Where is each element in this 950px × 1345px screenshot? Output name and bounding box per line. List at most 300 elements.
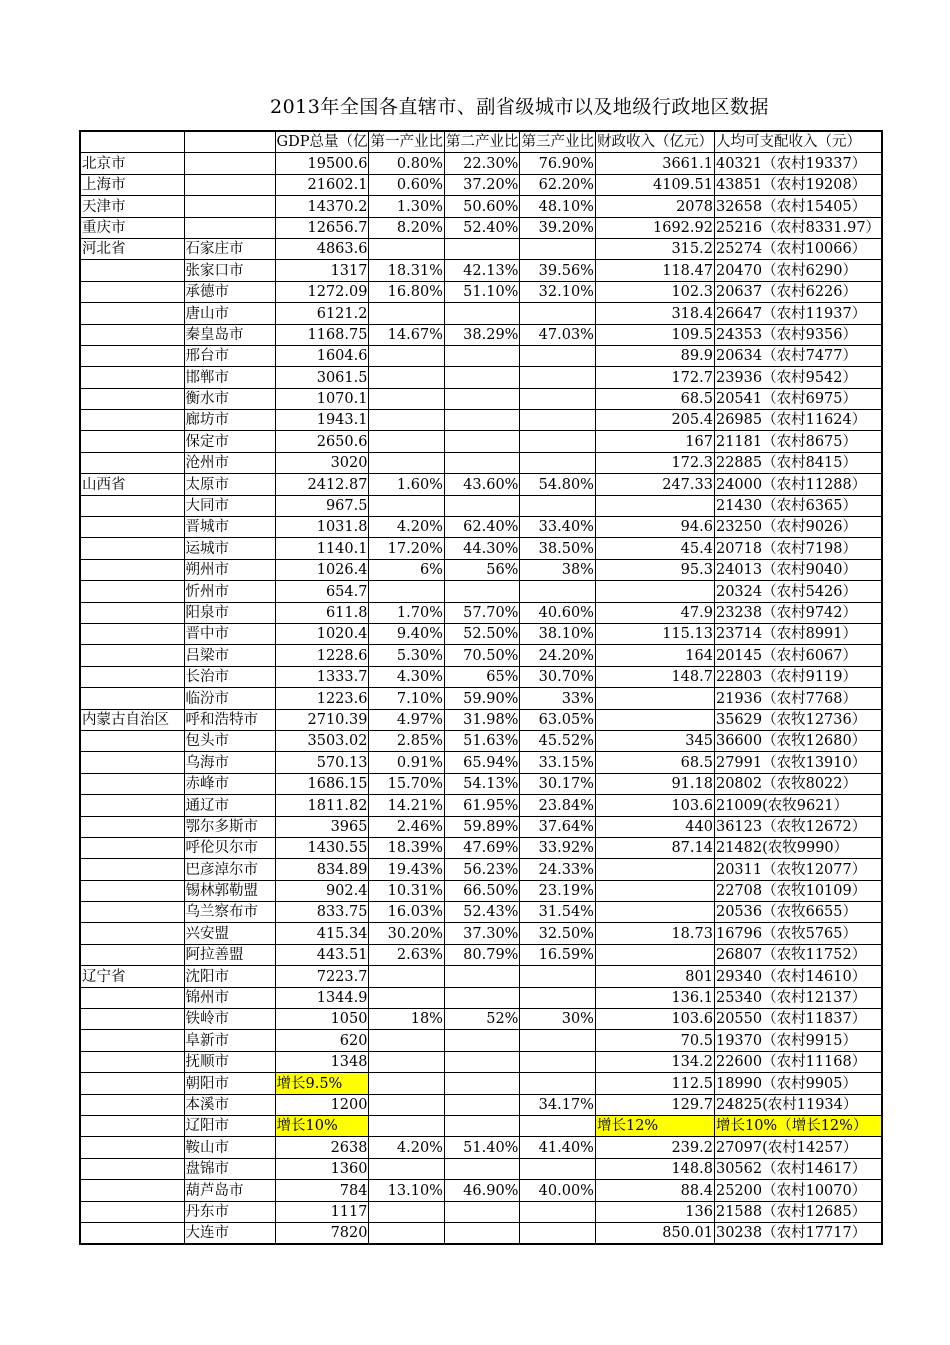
cell-income — [714, 966, 882, 987]
cell-value: 22803（农村9119） — [715, 669, 857, 686]
cell-revenue — [595, 581, 714, 602]
cell-province — [80, 238, 184, 259]
cell-value: 呼伦贝尔市 — [185, 840, 258, 857]
cell-city — [184, 923, 275, 944]
cell-value: 阜新市 — [185, 1032, 229, 1049]
cell-city — [184, 217, 275, 238]
cell-value: 20470（农村6290） — [715, 262, 857, 279]
cell-primary — [369, 880, 445, 901]
cell-gdp — [275, 944, 369, 965]
cell-value: 包头市 — [185, 733, 229, 750]
cell-value: 0.60% — [396, 177, 443, 194]
cell-value: 315.2 — [671, 241, 713, 258]
cell-value: 19500.6 — [307, 155, 368, 172]
cell-income — [714, 923, 882, 944]
cell-city — [184, 944, 275, 965]
cell-secondary — [444, 1180, 520, 1201]
cell-value: 18990（农村9905） — [715, 1075, 857, 1092]
cell-value: 620 — [339, 1032, 368, 1049]
table-row — [80, 1137, 882, 1158]
cell-province — [80, 1180, 184, 1201]
cell-value: 7.10% — [396, 690, 443, 707]
header-cell-secondary — [444, 131, 520, 153]
header-label: 第二产业比 — [445, 134, 519, 151]
table-row — [80, 153, 882, 174]
cell-value: 赤峰市 — [185, 776, 229, 793]
cell-income — [714, 837, 882, 858]
cell-income — [714, 666, 882, 687]
cell-province — [80, 452, 184, 473]
cell-income — [714, 495, 882, 516]
cell-tertiary — [520, 859, 596, 880]
cell-value: 16796（农牧5765） — [715, 925, 857, 942]
cell-province — [80, 902, 184, 923]
cell-tertiary — [520, 324, 596, 345]
cell-province — [80, 1009, 184, 1030]
cell-value: 95.3 — [680, 562, 713, 579]
cell-value: 54.80% — [538, 476, 594, 493]
cell-value: 内蒙古自治区 — [82, 711, 169, 728]
cell-city — [184, 1201, 275, 1222]
cell-city — [184, 345, 275, 366]
cell-city — [184, 559, 275, 580]
cell-city — [184, 902, 275, 923]
cell-value: 18.31% — [387, 262, 443, 279]
cell-gdp — [275, 966, 369, 987]
cell-revenue — [595, 730, 714, 751]
cell-province — [80, 773, 184, 794]
cell-tertiary — [520, 816, 596, 837]
cell-city — [184, 1073, 275, 1094]
cell-value: 24825(农村11934） — [715, 1096, 858, 1113]
header-cell-gdp — [275, 131, 369, 153]
cell-primary — [369, 538, 445, 559]
cell-secondary — [444, 367, 520, 388]
cell-value: 48.10% — [538, 198, 594, 215]
cell-primary — [369, 1137, 445, 1158]
cell-gdp — [275, 923, 369, 944]
table-row — [80, 987, 882, 1008]
cell-value: 15.70% — [387, 776, 443, 793]
cell-province — [80, 581, 184, 602]
cell-city — [184, 1051, 275, 1072]
cell-value: 47.69% — [463, 840, 519, 857]
cell-province — [80, 538, 184, 559]
cell-value: 850.01 — [662, 1225, 713, 1242]
cell-value: 2638 — [330, 1139, 368, 1156]
cell-gdp — [275, 1030, 369, 1051]
cell-income — [714, 752, 882, 773]
cell-tertiary — [520, 345, 596, 366]
cell-primary — [369, 666, 445, 687]
cell-value: 本溪市 — [185, 1096, 229, 1113]
table-row — [80, 388, 882, 409]
cell-secondary — [444, 217, 520, 238]
cell-value: 9.40% — [396, 626, 443, 643]
cell-value: 21936（农村7768） — [715, 690, 857, 707]
cell-revenue — [595, 388, 714, 409]
table-row — [80, 859, 882, 880]
cell-revenue — [595, 795, 714, 816]
cell-secondary — [444, 345, 520, 366]
cell-value: 22708（农牧10109） — [715, 883, 867, 900]
cell-revenue — [595, 1137, 714, 1158]
cell-value: 38.50% — [538, 540, 594, 557]
cell-income — [714, 538, 882, 559]
cell-tertiary — [520, 303, 596, 324]
cell-value: 2.85% — [396, 733, 443, 750]
cell-tertiary — [520, 923, 596, 944]
sheet-title: 2013年全国各直辖市、副省级城市以及地级行政地区数据 — [270, 96, 769, 118]
cell-gdp — [275, 452, 369, 473]
cell-secondary — [444, 923, 520, 944]
cell-gdp — [275, 410, 369, 431]
cell-value: 27097(农村14257） — [715, 1139, 858, 1156]
cell-city — [184, 752, 275, 773]
cell-value: 88.4 — [680, 1182, 713, 1199]
cell-value: 3020 — [330, 455, 368, 472]
cell-income — [714, 281, 882, 302]
cell-province — [80, 752, 184, 773]
cell-gdp — [275, 174, 369, 195]
cell-income — [714, 859, 882, 880]
table-row — [80, 1051, 882, 1072]
cell-value: 辽宁省 — [82, 968, 126, 985]
cell-revenue — [595, 474, 714, 495]
header-label: 第三产业比 — [521, 134, 594, 151]
cell-value: 29340（农村14610） — [715, 968, 867, 985]
cell-secondary — [444, 238, 520, 259]
cell-value: 134.2 — [671, 1054, 713, 1071]
cell-revenue — [595, 1158, 714, 1179]
cell-primary — [369, 1094, 445, 1115]
cell-income — [714, 880, 882, 901]
cell-value: 59.89% — [463, 818, 519, 835]
cell-tertiary — [520, 238, 596, 259]
cell-value: 24013（农村9040） — [715, 562, 857, 579]
cell-primary — [369, 196, 445, 217]
cell-income — [714, 196, 882, 217]
cell-province — [80, 623, 184, 644]
cell-primary — [369, 410, 445, 431]
cell-tertiary — [520, 623, 596, 644]
cell-tertiary — [520, 987, 596, 1008]
cell-gdp — [275, 1158, 369, 1179]
cell-value: 967.5 — [325, 498, 368, 515]
cell-value: 32658（农村15405） — [715, 198, 867, 215]
cell-tertiary — [520, 666, 596, 687]
cell-value: 31.54% — [538, 904, 594, 921]
cell-primary — [369, 1009, 445, 1030]
cell-value: 35629（农牧12736） — [715, 711, 867, 728]
table-row — [80, 303, 882, 324]
cell-value: 1430.55 — [307, 840, 368, 857]
cell-value: 20145（农村6067） — [715, 647, 857, 664]
cell-primary — [369, 431, 445, 452]
cell-city — [184, 987, 275, 1008]
cell-value: 忻州市 — [185, 583, 229, 600]
cell-value: 沈阳市 — [185, 968, 229, 985]
cell-value: 衡水市 — [185, 391, 229, 408]
cell-revenue — [595, 345, 714, 366]
cell-city — [184, 431, 275, 452]
cell-primary — [369, 260, 445, 281]
cell-value: 20802（农牧8022） — [715, 776, 857, 793]
table-row — [80, 1158, 882, 1179]
cell-value: 65.94% — [463, 754, 519, 771]
cell-value: 23250（农村9026） — [715, 519, 857, 536]
cell-value: 阳泉市 — [185, 604, 229, 621]
cell-value: 23.84% — [538, 797, 594, 814]
cell-revenue — [595, 410, 714, 431]
cell-value: 24.20% — [538, 647, 594, 664]
cell-income — [714, 217, 882, 238]
cell-tertiary — [520, 410, 596, 431]
cell-value: 丹东市 — [185, 1203, 229, 1220]
cell-value: 40.60% — [538, 604, 594, 621]
cell-gdp — [275, 431, 369, 452]
cell-value: 76.90% — [538, 155, 594, 172]
cell-value: 14.21% — [387, 797, 443, 814]
cell-value: 26807（农牧11752） — [715, 947, 867, 964]
cell-secondary — [444, 452, 520, 473]
cell-gdp — [275, 1073, 369, 1094]
cell-value: 5.30% — [396, 647, 443, 664]
cell-secondary — [444, 944, 520, 965]
cell-gdp — [275, 880, 369, 901]
cell-value: 17.20% — [387, 540, 443, 557]
cell-secondary — [444, 666, 520, 687]
cell-value: 56.23% — [463, 861, 519, 878]
cell-secondary — [444, 816, 520, 837]
cell-gdp — [275, 581, 369, 602]
cell-income — [714, 410, 882, 431]
cell-secondary — [444, 773, 520, 794]
cell-value: 45.4 — [680, 540, 713, 557]
cell-value: 25274（农村10066） — [715, 241, 867, 258]
cell-value: 25340（农村12137） — [715, 990, 867, 1007]
cell-province — [80, 602, 184, 623]
cell-income — [714, 1115, 882, 1136]
cell-primary — [369, 452, 445, 473]
cell-primary — [369, 388, 445, 409]
cell-secondary — [444, 260, 520, 281]
cell-tertiary — [520, 752, 596, 773]
cell-value: 172.3 — [671, 455, 713, 472]
cell-value: 1020.4 — [316, 626, 368, 643]
cell-value: 115.13 — [662, 626, 713, 643]
cell-value: 24353（农村9356） — [715, 326, 857, 343]
cell-city — [184, 645, 275, 666]
cell-secondary — [444, 410, 520, 431]
cell-value: 51.40% — [463, 1139, 519, 1156]
cell-value: 7223.7 — [316, 968, 368, 985]
cell-value: 6% — [419, 562, 443, 579]
cell-secondary — [444, 1094, 520, 1115]
cell-revenue — [595, 1201, 714, 1222]
cell-value: 鞍山市 — [185, 1139, 229, 1156]
cell-revenue — [595, 559, 714, 580]
cell-value: 晋城市 — [185, 519, 229, 536]
table-row — [80, 602, 882, 623]
cell-secondary — [444, 1009, 520, 1030]
cell-value: 2650.6 — [316, 433, 368, 450]
cell-income — [714, 581, 882, 602]
cell-tertiary — [520, 196, 596, 217]
table-row — [80, 1073, 882, 1094]
cell-province — [80, 730, 184, 751]
cell-secondary — [444, 495, 520, 516]
cell-value: 8.20% — [396, 219, 443, 236]
cell-value: 16.03% — [387, 904, 443, 921]
cell-province — [80, 1073, 184, 1094]
cell-income — [714, 730, 882, 751]
cell-primary — [369, 859, 445, 880]
cell-revenue — [595, 1030, 714, 1051]
cell-gdp — [275, 837, 369, 858]
cell-province — [80, 795, 184, 816]
cell-gdp — [275, 303, 369, 324]
cell-value: 40.00% — [538, 1182, 594, 1199]
cell-value: 重庆市 — [82, 219, 126, 236]
cell-value: 6121.2 — [316, 305, 368, 322]
cell-value: 20634（农村7477） — [715, 348, 857, 365]
cell-value: 大连市 — [185, 1225, 229, 1242]
cell-province — [80, 987, 184, 1008]
cell-province — [80, 923, 184, 944]
table-row — [80, 281, 882, 302]
cell-gdp — [275, 474, 369, 495]
header-cell-tertiary — [520, 131, 596, 153]
cell-value: 63.05% — [538, 711, 594, 728]
cell-income — [714, 795, 882, 816]
cell-tertiary — [520, 559, 596, 580]
cell-province — [80, 431, 184, 452]
cell-income — [714, 452, 882, 473]
cell-value: 1140.1 — [316, 540, 368, 557]
cell-income — [714, 1180, 882, 1201]
header-cell-revenue — [595, 131, 714, 153]
cell-primary — [369, 944, 445, 965]
cell-tertiary — [520, 837, 596, 858]
cell-secondary — [444, 303, 520, 324]
cell-secondary — [444, 623, 520, 644]
cell-tertiary — [520, 773, 596, 794]
cell-value: 乌海市 — [185, 754, 229, 771]
cell-value: 增长10%（增长12%） — [715, 1118, 868, 1135]
cell-value: 148.7 — [671, 669, 713, 686]
cell-tertiary — [520, 1137, 596, 1158]
cell-value: 4.97% — [396, 711, 443, 728]
cell-value: 415.34 — [316, 925, 368, 942]
cell-province — [80, 1115, 184, 1136]
cell-revenue — [595, 752, 714, 773]
cell-value: 23238（农村9742） — [715, 604, 857, 621]
cell-value: 118.47 — [662, 262, 713, 279]
cell-value: 30.70% — [538, 669, 594, 686]
cell-revenue — [595, 217, 714, 238]
cell-value: 65% — [486, 669, 519, 686]
cell-primary — [369, 966, 445, 987]
cell-value: 2078 — [676, 198, 713, 215]
table-row — [80, 688, 882, 709]
cell-secondary — [444, 281, 520, 302]
cell-city — [184, 324, 275, 345]
cell-tertiary — [520, 645, 596, 666]
cell-revenue — [595, 1180, 714, 1201]
cell-value: 52% — [486, 1011, 519, 1028]
cell-gdp — [275, 645, 369, 666]
cell-value: 14370.2 — [307, 198, 368, 215]
cell-value: 27991（农牧13910） — [715, 754, 867, 771]
cell-value: 164 — [685, 647, 713, 664]
cell-value: 巴彦淖尔市 — [185, 861, 258, 878]
cell-value: 18.39% — [387, 840, 443, 857]
cell-value: 4863.6 — [316, 241, 368, 258]
cell-primary — [369, 238, 445, 259]
cell-income — [714, 1051, 882, 1072]
cell-value: 葫芦岛市 — [185, 1182, 244, 1199]
cell-city — [184, 816, 275, 837]
cell-tertiary — [520, 1094, 596, 1115]
cell-province — [80, 174, 184, 195]
cell-value: 345 — [685, 733, 713, 750]
cell-province — [80, 1051, 184, 1072]
cell-secondary — [444, 902, 520, 923]
cell-value: 1031.8 — [316, 519, 368, 536]
cell-gdp — [275, 538, 369, 559]
cell-value: 河北省 — [82, 241, 126, 258]
cell-province — [80, 1137, 184, 1158]
cell-value: 21430（农村6365） — [715, 498, 857, 515]
table-row — [80, 367, 882, 388]
cell-primary — [369, 1030, 445, 1051]
cell-value: 26647（农村11937） — [715, 305, 867, 322]
cell-revenue — [595, 238, 714, 259]
cell-city — [184, 966, 275, 987]
cell-value: 4.20% — [396, 519, 443, 536]
cell-city — [184, 1180, 275, 1201]
cell-value: 54.13% — [463, 776, 519, 793]
cell-income — [714, 623, 882, 644]
cell-secondary — [444, 474, 520, 495]
cell-primary — [369, 153, 445, 174]
cell-tertiary — [520, 581, 596, 602]
cell-revenue — [595, 1115, 714, 1136]
cell-value: 1686.15 — [307, 776, 368, 793]
cell-gdp — [275, 1201, 369, 1222]
cell-secondary — [444, 730, 520, 751]
cell-value: 朔州市 — [185, 562, 229, 579]
cell-revenue — [595, 1073, 714, 1094]
cell-value: 10.31% — [387, 883, 443, 900]
table-row — [80, 1180, 882, 1201]
cell-value: 109.5 — [671, 326, 713, 343]
cell-city — [184, 773, 275, 794]
cell-revenue — [595, 623, 714, 644]
cell-value: 103.6 — [671, 797, 713, 814]
cell-value: 94.6 — [680, 519, 713, 536]
cell-province — [80, 196, 184, 217]
cell-revenue — [595, 773, 714, 794]
cell-secondary — [444, 837, 520, 858]
cell-tertiary — [520, 153, 596, 174]
cell-value: 1200 — [330, 1096, 368, 1113]
cell-value: 12656.7 — [307, 219, 368, 236]
cell-value: 1811.82 — [307, 797, 368, 814]
cell-gdp — [275, 217, 369, 238]
cell-tertiary — [520, 388, 596, 409]
